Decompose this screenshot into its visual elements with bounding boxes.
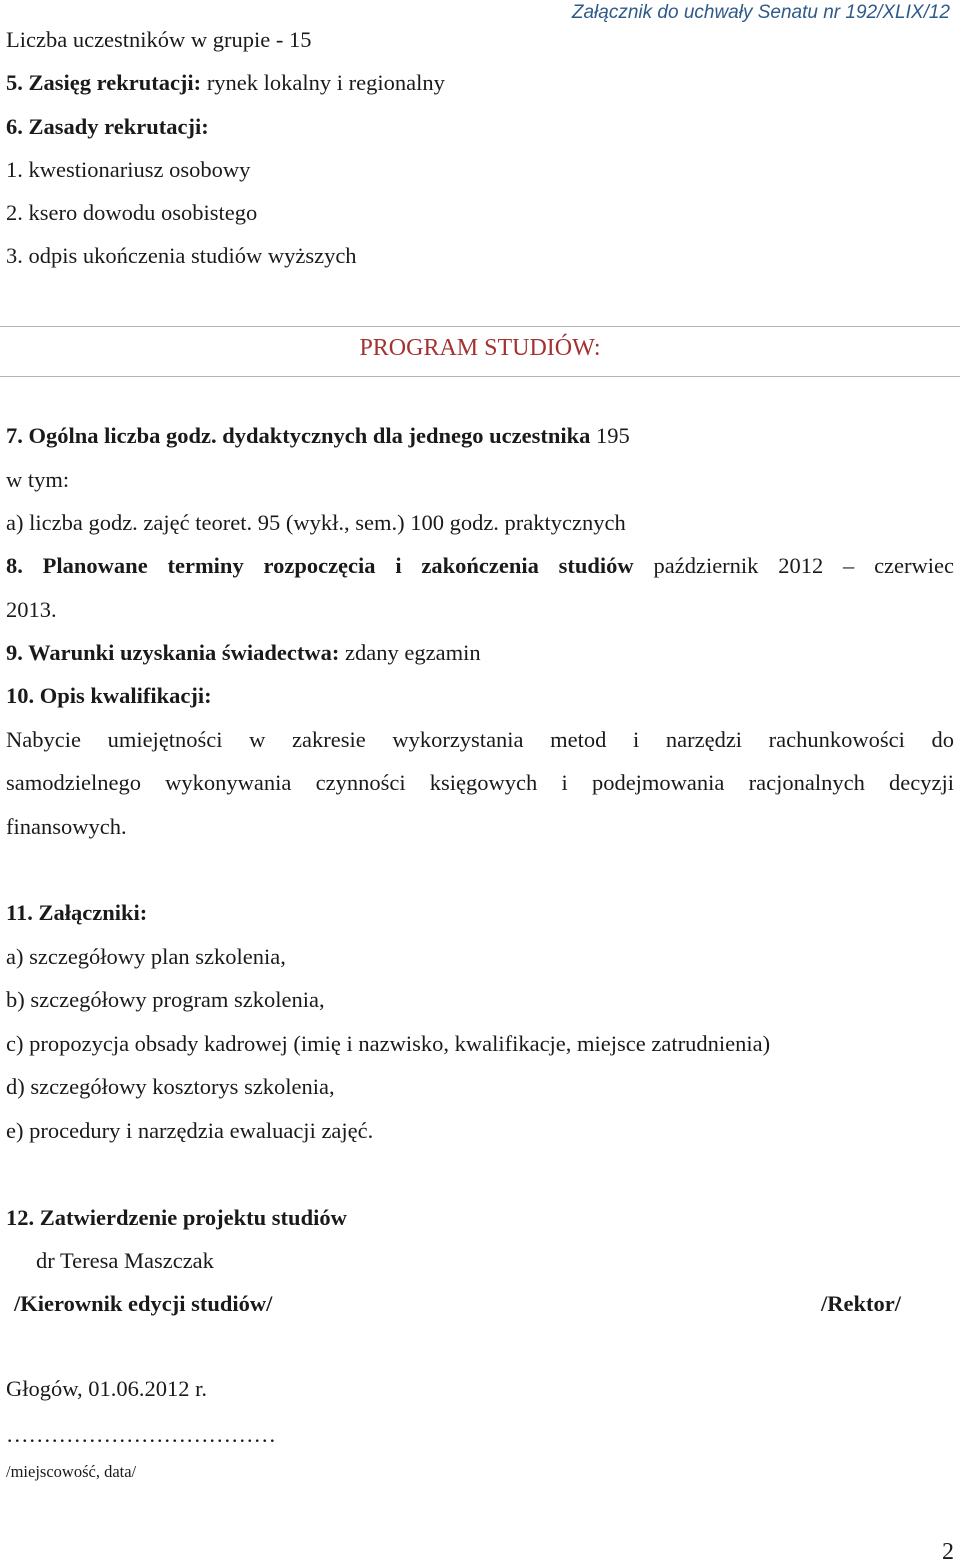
s9-line bbox=[6, 642, 481, 665]
s8-label: 8. Planowane terminy rozpoczęcia i zakończenia studiów bbox=[6, 553, 634, 578]
approver-name: dr Teresa Maszczak bbox=[36, 1248, 214, 1273]
recruitment-scope bbox=[6, 72, 445, 95]
participants-line: Liczba uczestników w grupie - 15 bbox=[6, 27, 312, 52]
s7-label: 7. Ogólna liczba godz. dydaktycznych dla jednego uczestnika bbox=[6, 423, 591, 448]
place-date-caption: /miejscowość, data/ bbox=[6, 1462, 137, 1481]
s12-label: 12. Zatwierdzenie projektu studiów bbox=[6, 1205, 347, 1230]
divider-bottom bbox=[0, 376, 960, 377]
s7-detail: a) liczba godz. zajęć teoret. 95 (wykł., sem.) 100 godz. praktycznych bbox=[6, 510, 626, 535]
recruitment-item: 3. odpis ukończenia studiów wyższych bbox=[6, 243, 357, 268]
recruitment-item: 1. kwestionariusz osobowy bbox=[6, 157, 251, 182]
s10-label: 10. Opis kwalifikacji: bbox=[6, 683, 212, 708]
s5-value: rynek lokalny i regionalny bbox=[206, 70, 445, 95]
page-number: 2 bbox=[942, 1539, 954, 1565]
s8-cont: 2013. bbox=[6, 597, 57, 622]
s6-label: 6. Zasady rekrutacji: bbox=[6, 114, 209, 139]
s8-line bbox=[6, 555, 954, 578]
attachment-item: d) szczegółowy kosztorys szkolenia, bbox=[6, 1074, 335, 1099]
s10-text-line: Nabycie umiejętności w zakresie wykorzystania metod i narzędzi rachunkowości do bbox=[6, 727, 954, 752]
divider-top bbox=[0, 326, 960, 327]
place-date: Głogów, 01.06.2012 r. bbox=[6, 1376, 208, 1401]
role-left: /Kierownik edycji studiów/ bbox=[14, 1291, 273, 1316]
s5-label: 5. Zasięg rekrutacji: bbox=[6, 70, 202, 95]
attachment-item: b) szczegółowy program szkolenia, bbox=[6, 987, 325, 1012]
signature-dots: ……………………………… bbox=[6, 1422, 276, 1447]
s7-value: 195 bbox=[596, 423, 630, 448]
annex-header: Załącznik do uchwały Senatu nr 192/XLIX/12 bbox=[571, 2, 950, 23]
s7-line bbox=[6, 425, 630, 448]
attachment-item: c) propozycja obsady kadrowej (imię i nazwisko, kwalifikacje, miejsce zatrudnienia) bbox=[6, 1031, 771, 1056]
s9-label: 9. Warunki uzyskania świadectwa: bbox=[6, 640, 340, 665]
s10-text-line: samodzielnego wykonywania czynności księgowych i podejmowania racjonalnych decyzji bbox=[6, 770, 954, 795]
recruitment-item: 2. ksero dowodu osobistego bbox=[6, 200, 258, 225]
s11-label: 11. Załączniki: bbox=[6, 900, 148, 925]
attachment-item: a) szczegółowy plan szkolenia, bbox=[6, 944, 286, 969]
s8-value: październik 2012 – czerwiec bbox=[653, 553, 954, 578]
attachment-item: e) procedury i narzędzia ewaluacji zajęć. bbox=[6, 1118, 374, 1143]
program-title: PROGRAM STUDIÓW: bbox=[359, 335, 601, 361]
role-right: /Rektor/ bbox=[821, 1291, 901, 1316]
s10-text-line: finansowych. bbox=[6, 814, 127, 839]
s9-value: zdany egzamin bbox=[345, 640, 481, 665]
s7-wtym: w tym: bbox=[6, 467, 70, 492]
